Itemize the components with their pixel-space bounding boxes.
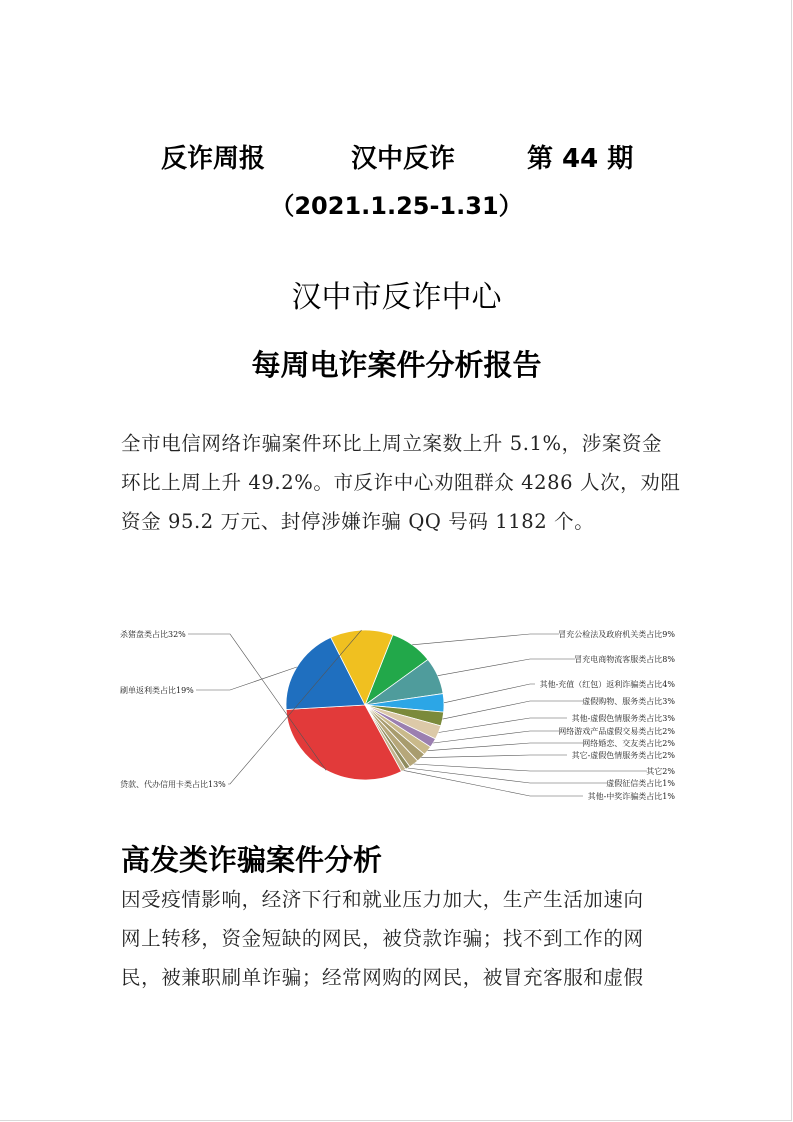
leader-line	[414, 764, 647, 771]
slice-label: 其他-充值（红包）返利诈骗类占比4%	[539, 680, 675, 689]
slice-label: 其它-虚假色情服务类占比2%	[571, 751, 675, 760]
report-header	[0, 138, 793, 178]
slice-label: 虚假购物、服务类占比3%	[582, 697, 675, 706]
slice-label: 网络游戏产品虚假交易类占比2%	[558, 727, 675, 736]
leader-line	[444, 684, 535, 703]
org-name: 汉中反诈	[351, 144, 456, 174]
slice-label: 网络婚恋、交友类占比2%	[582, 739, 675, 748]
slice-label: 贷款、代办信用卡类占比13%	[120, 780, 226, 789]
leader-line	[439, 718, 568, 733]
slice-label: 其他-虚假色情服务类占比3%	[571, 714, 675, 723]
case-type-pie-chart	[100, 610, 690, 810]
analysis-line: 因受疫情影响，经济下行和就业压力加大，生产生活加速向	[121, 888, 644, 911]
summary-line: 资金 95.2 万元、封停涉嫌诈骗 QQ 号码 1182 个。	[121, 510, 595, 533]
analysis-line: 民，被兼职刷单诈骗；经常网购的网民，被冒充客服和虚假	[121, 966, 644, 989]
date-range: （2021.1.25-1.31）	[270, 192, 523, 220]
leader-line	[428, 743, 583, 751]
leader-line	[196, 667, 297, 690]
analysis-paragraph	[121, 880, 681, 997]
report-title: 每周电诈案件分析报告	[251, 348, 542, 382]
leader-line	[433, 731, 559, 743]
leader-line	[443, 701, 583, 719]
weekly-title: 反诈周报	[161, 144, 266, 174]
slice-label: 冒充电商物流客服类占比8%	[574, 655, 675, 664]
center-name: 汉中市反诈中心	[291, 280, 502, 315]
summary-line: 全市电信网络诈骗案件环比上周立案数上升 5.1%，涉案资金	[121, 432, 663, 455]
leader-line	[421, 755, 567, 758]
slice-label: 虚假征信类占比1%	[606, 779, 675, 788]
slice-label: 冒充公检法及政府机关类占比9%	[558, 630, 675, 639]
slice-label: 其他-中奖诈骗类占比1%	[587, 792, 675, 801]
summary-line: 环比上周上升 49.2%。市反诈中心劝阻群众 4286 人次，劝阻	[121, 471, 681, 494]
leader-line	[438, 659, 575, 676]
slice-label: 杀猪盘类占比32%	[120, 630, 186, 639]
leader-line	[408, 768, 607, 783]
analysis-line: 网上转移，资金短缺的网民，被贷款诈骗；找不到工作的网	[121, 927, 644, 950]
leader-line	[412, 634, 559, 645]
slice-label: 刷单返利类占比19%	[120, 686, 194, 695]
issue-number: 第 44 期	[527, 144, 634, 174]
summary-paragraph	[121, 424, 681, 541]
slice-label: 其它2%	[646, 767, 675, 776]
section-heading: 高发类诈骗案件分析	[121, 843, 383, 877]
